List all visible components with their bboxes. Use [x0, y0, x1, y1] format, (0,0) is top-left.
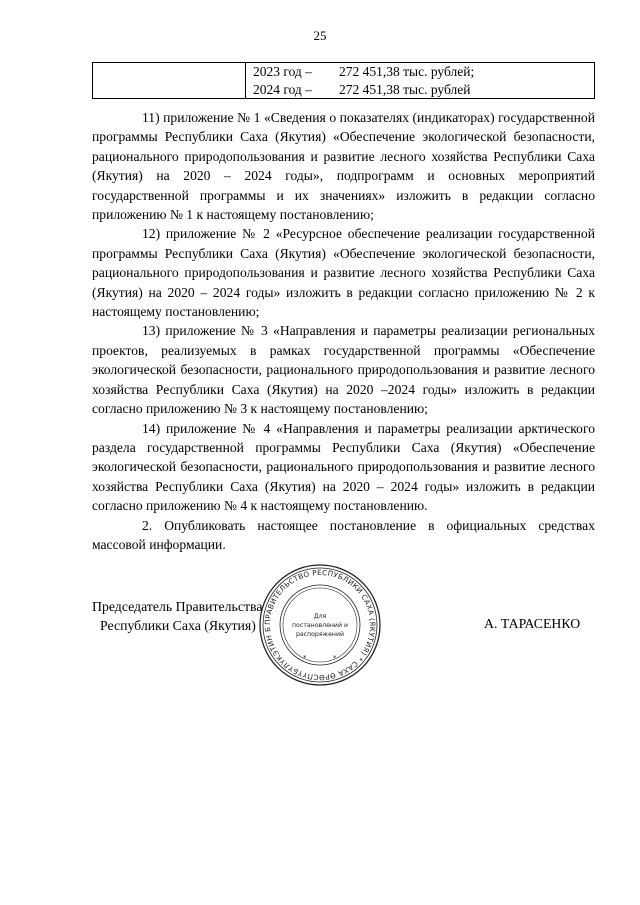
signatory-name: А. ТАРАСЕНКО: [484, 616, 581, 631]
signatory-title: [92, 597, 262, 635]
budget-amount: 272 451,38 тыс. рублей: [339, 82, 471, 97]
budget-table: [92, 62, 595, 99]
budget-row: [253, 82, 470, 98]
seal-star-right: *: [333, 654, 337, 662]
official-seal: [258, 563, 382, 687]
seal-star-left: *: [303, 654, 307, 662]
paragraph-14: 14) приложение № 4 «Направления и параметры реализации арктического раздела государственной программы Республики Саха (Якутия) «Обеспечение экологической безопасности, рационального природопользования и развитие лесного хозяйства Республики Саха (Якутия) на 2020 – 2024 годы» изложить в редакции согласно приложению № 4 к настоящему постановлению.: [92, 420, 595, 514]
seal-center-line3: распоряжений: [295, 631, 345, 638]
paragraph-13: 13) приложение № 3 «Направления и параметры реализации региональных проектов, реализуемых в рамках государственной программы «Обеспечение экологической безопасности, рационального природопользования и развитие лесного хозяйства Республики Саха (Якутия) на 2020 –2024 годы» изложить в редакции согласно приложению № 3 к настоящему постановлению;: [92, 323, 595, 417]
budget-year: 2024 год –: [253, 82, 312, 97]
seal-center-line2: постановлений и: [292, 622, 348, 629]
signatory-title-line2: Республики Саха (Якутия): [100, 618, 256, 633]
signatory-title-line1: Председатель Правительства: [92, 599, 263, 614]
budget-year: 2023 год –: [253, 64, 312, 79]
table-column-divider: [245, 63, 246, 98]
budget-row: [253, 64, 474, 80]
paragraph-12: 12) приложение № 2 «Ресурсное обеспечение реализации государственной программы Республики Саха (Якутия) «Обеспечение экологической безопасности, рационального природопользования и развитие лесного хозяйства Республики Саха (Якутия) на 2020 – 2024 годы» изложить в редакции согласно приложению № 2 к настоящему постановлению;: [92, 226, 595, 320]
seal-center-line1: Для: [313, 613, 327, 620]
document-body: [92, 108, 595, 554]
seal-ring-text: ПРАВИТЕЛЬСТВО РЕСПУБЛИКИ САХА (ЯКУТИЯ) * САХА ӨРӨСПҮҮБҮЛҮКЭТИН Б: [262, 567, 378, 683]
paragraph-publish: 2. Опубликовать настоящее постановление в официальных средствах массовой информации.: [92, 517, 595, 552]
budget-amount: 272 451,38 тыс. рублей;: [339, 64, 475, 79]
paragraph-11: 11) приложение № 1 «Сведения о показателях (индикаторах) государственной программы Республики Саха (Якутия) «Обеспечение экологической безопасности, рационального природопользования и развитие лесного хозяйства Республики Саха (Якутия) на 2020 – 2024 годы», подпрограмм и основных мероприятий государственной программы и их значениях» изложить в редакции согласно приложению № 1 к настоящему постановлению;: [92, 110, 595, 223]
page-number: 25: [313, 28, 327, 43]
